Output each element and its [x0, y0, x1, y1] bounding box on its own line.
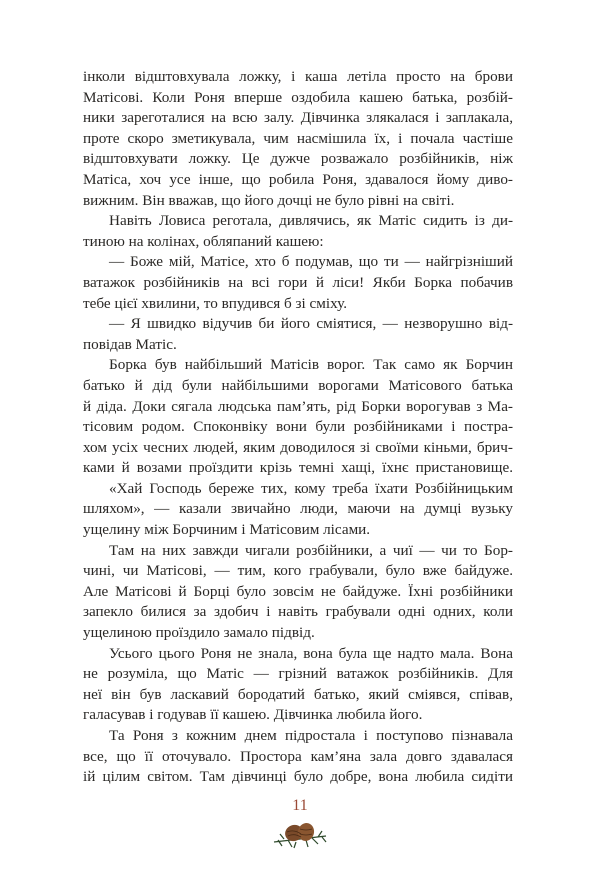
text-line: шляхом», — казали звичайно люди, маючи на думці вузьку: [83, 500, 513, 518]
text-line: Усього цього Роня не знала, вона була ще надто мала. Вона: [109, 644, 513, 662]
text-line: Матіса, хоч усе інше, що робила Роня, здавалося йому диво-: [83, 170, 513, 188]
text-line: Матісові. Коли Роня вперше оздобила кашею батька, розбій-: [83, 88, 513, 106]
text-line: «Хай Господь береже тих, кому треба їхати Розбійницьким: [109, 479, 513, 497]
text-line: все, що її оточувало. Простора кам’яна зала довго здавалася: [83, 747, 513, 765]
text-line: ущелину між Борчиним і Матісовим лісами.: [83, 521, 371, 539]
text-line: батько й дід були найбільшими ворогами Матісового батька: [83, 376, 513, 394]
text-line: Там на них завжди чигали розбійники, а чиї — чи то Бор-: [109, 541, 513, 559]
text-line: Але Матісові й Борці було зовсім не байдуже. Їхні розбійники: [83, 582, 513, 600]
text-line: Та Роня з кожним днем підростала і поступово пізнавала: [109, 727, 513, 744]
text-line: галасував і годував її кашею. Дівчинка любила його.: [83, 706, 423, 724]
text-line: вижним. Він вважав, що його дочці не було рівні на світі.: [83, 191, 455, 209]
text-line: хом усіх чесних людей, яким доводилося зі своїми кіньми, брич-: [83, 438, 513, 456]
body-text: [83, 67, 513, 788]
text-line: ками й возами проїздити крізь темні хащі, їхнє пристановище.: [83, 459, 513, 477]
text-line: ій цілим світом. Там дівчинці було добре, вона любила сидіти: [83, 768, 513, 786]
text-line: тиною на колінах, обляпаний кашею:: [83, 232, 324, 250]
text-line: відштовхувати ложку. Це дужче розважало розбійників, ніж: [83, 150, 513, 168]
text-line: ущелиною проїздило замало підвід.: [83, 624, 315, 642]
text-line: ники зареготалися на всю залу. Дівчинка злякалася і заплакала,: [83, 109, 513, 127]
text-line: ватажок розбійників на всі гори й ліси! Якби Борка побачив: [83, 273, 513, 291]
text-line: тісовим родом. Споконвіку вони були розбійниками і постра-: [83, 418, 513, 436]
text-line: інколи відштовхувала ложку, і каша летіла просто на брови: [83, 68, 513, 85]
page-number: 11: [292, 797, 308, 814]
pine-cone-icon: [272, 820, 328, 850]
text-line: й діда. Доки сягала людська пам’ять, рід Борки ворогував з Ма-: [83, 397, 513, 415]
text-line: — Я швидко відучив би його сміятися, — незворушно від-: [109, 315, 513, 333]
text-line: проте скоро зметикувала, чим насмішила їх, і почала частіше: [83, 129, 513, 147]
text-line: чині, чи Матісові, — тим, кого грабували, було вже байдуже.: [83, 562, 513, 580]
text-line: Борка був найбільший Матісів ворог. Так само як Борчин: [109, 356, 513, 374]
text-line: Навіть Ловиса реготала, дивлячись, як Матіс сидить із ди-: [109, 212, 513, 230]
text-line: тебе цієї хвилини, то впудився б зі сміху.: [83, 294, 347, 312]
text-line: повідав Матіс.: [83, 335, 177, 353]
text-line: запекло билися за здобич і навіть грабували одні одних, коли: [83, 603, 513, 621]
text-line: неї він був ласкавий бородатий батько, який сміявся, співав,: [83, 685, 513, 703]
text-line: не розуміла, що Матіс — грізний ватажок розбійників. Для: [83, 665, 513, 683]
text-line: — Боже мій, Матісе, хто б подумав, що ти — найгрізніший: [109, 253, 513, 271]
